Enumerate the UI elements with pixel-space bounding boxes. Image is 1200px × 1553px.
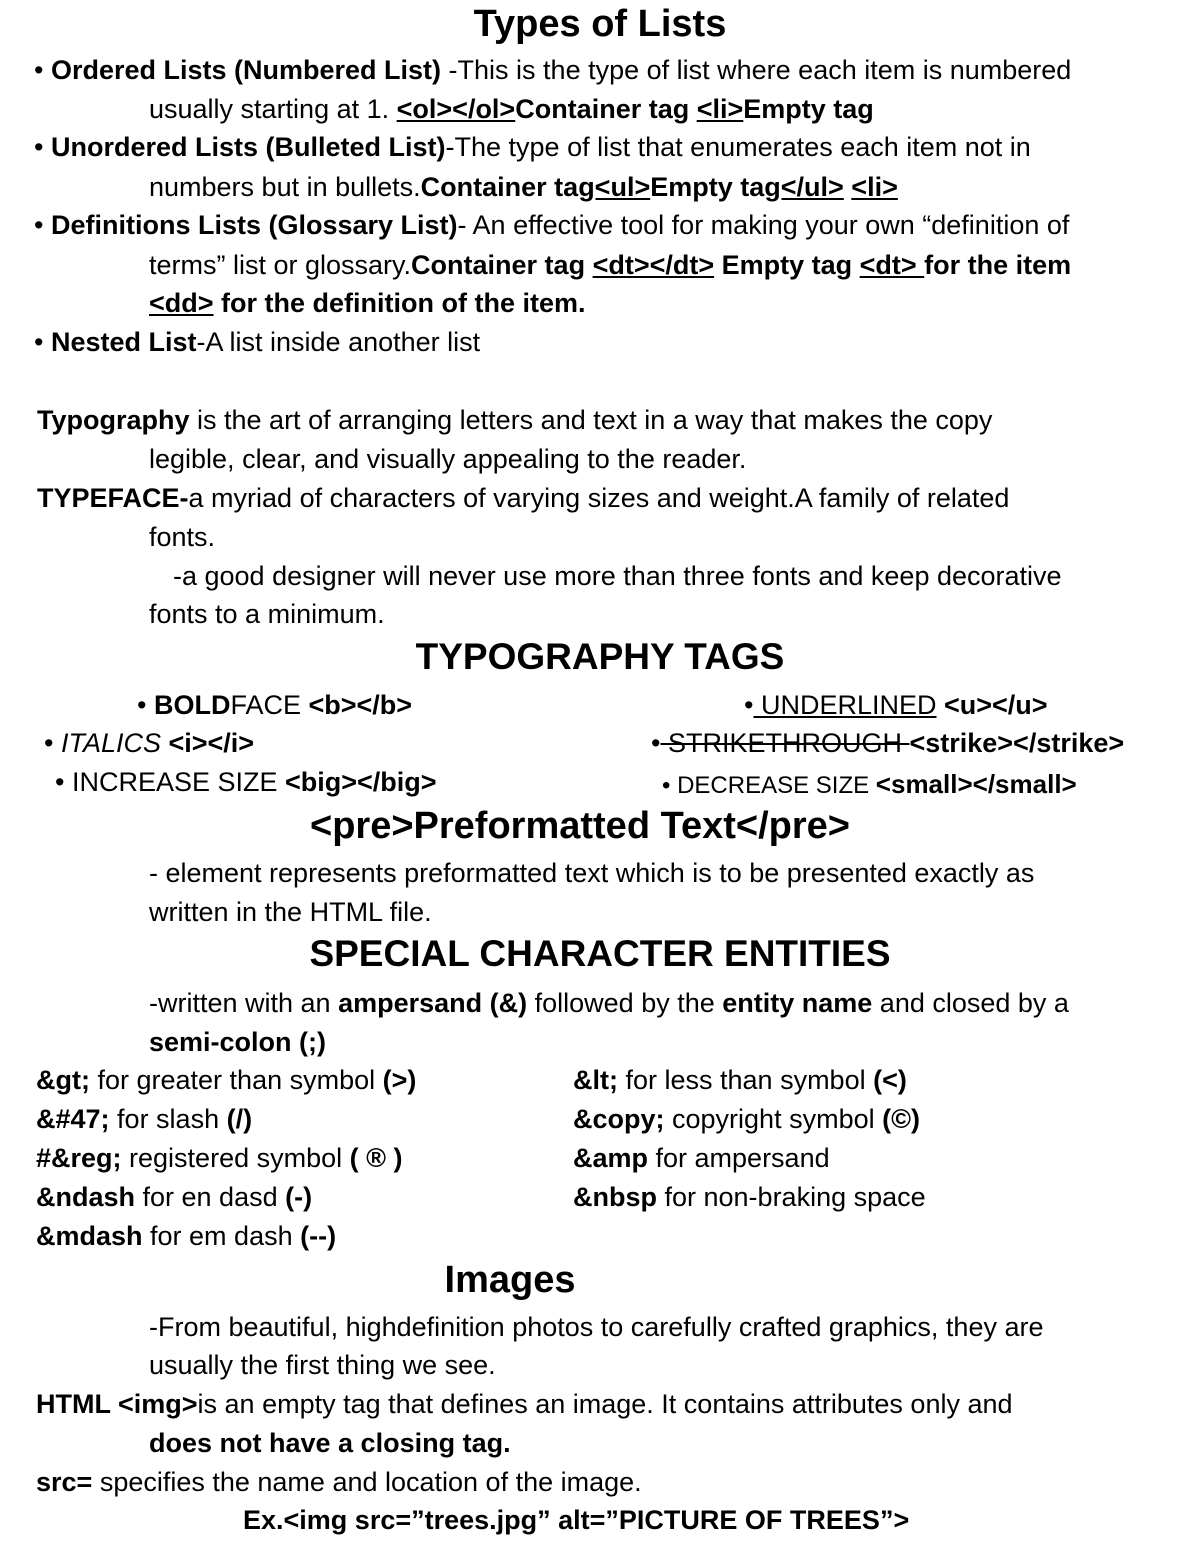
bullet: • (55, 767, 65, 797)
definitions-tag-dt-empty: <dt> (859, 250, 925, 280)
bullet: • (662, 772, 671, 799)
bullet: • (34, 55, 44, 85)
entity-desc: for greater than symbol (89, 1065, 383, 1095)
tag-increase (55, 769, 437, 796)
entity-row (36, 1106, 252, 1133)
entity-code: #&reg; (36, 1143, 122, 1173)
entities-intro-2: semi-colon (;) (149, 1027, 327, 1057)
entity-symbol: ( ® ) (349, 1143, 403, 1173)
unordered-line-1 (34, 134, 1031, 161)
ordered-desc-2: usually starting at 1. (149, 94, 397, 124)
tag-increase-a: INCREASE SIZE (64, 767, 286, 797)
definitions-label-empty: Empty tag (714, 250, 860, 280)
bullet: • (34, 132, 44, 162)
unordered-tag-ul: g<ul> (578, 172, 651, 202)
entity-desc: copyright symbol (664, 1104, 883, 1134)
entity-row (36, 1223, 336, 1250)
src-desc: specifies the name and location of the image. (92, 1467, 642, 1497)
definitions-desc-1: - An effective tool for making your own “definition of (457, 210, 1070, 240)
unordered-desc-2: numbers but in bullets. (149, 172, 421, 202)
entity-desc: registered symbol (121, 1143, 350, 1173)
entity-code: &#47; (36, 1104, 110, 1134)
entity-desc: for less than symbol (617, 1065, 874, 1095)
definitions-label-item: for the item (924, 250, 1072, 280)
ordered-tag-ol: <ol></ol> (396, 94, 516, 124)
typeface-line-3: -a good designer will never use more than three fonts and keep decorative (173, 561, 1062, 591)
typography-desc-1: is the art of arranging letters and text in a way that makes the copy (189, 405, 993, 435)
entity-symbol: (©) (882, 1104, 920, 1134)
bullet: • (44, 728, 54, 758)
entity-desc: for non-braking space (657, 1182, 926, 1212)
tag-bold (137, 692, 412, 719)
ordered-line-1 (34, 57, 1071, 84)
entities-intro-1: -written with an ampersand (&) followed by the entity name and closed by a (149, 988, 1069, 1018)
entity-code: &copy; (573, 1104, 665, 1134)
tag-strike (651, 730, 1124, 757)
unordered-label-empty: Empty ta (650, 172, 765, 202)
tag-decrease-code: <small></small> (875, 769, 1077, 799)
tag-bold-a: BOLD (153, 690, 231, 720)
images-desc-1: -From beautiful, highdefinition photos to carefully crafted graphics, they are (149, 1312, 1044, 1342)
entity-row (573, 1106, 920, 1133)
ordered-label-container: Container tag (515, 94, 697, 124)
ordered-desc-1: -This is the type of list where each item is numbered (441, 55, 1072, 85)
ordered-label-empty: Empty tag (743, 94, 874, 124)
bullet: • (34, 327, 44, 357)
img-line-2 (149, 1430, 511, 1457)
typography-line-2: legible, clear, and visually appealing to the reader. (149, 444, 747, 474)
unordered-tag-li: <li> (851, 172, 898, 202)
bullet: • (137, 690, 147, 720)
ordered-term: Ordered Lists (Numbered List) (50, 55, 442, 85)
bullet: • (744, 690, 754, 720)
entities-title: SPECIAL CHARACTER ENTITIES (309, 933, 891, 974)
pre-title: <pre>Preformatted Text</pre> (310, 805, 850, 847)
images-desc-2: usually the first thing we see. (149, 1350, 496, 1380)
tags-title: TYPOGRAPHY TAGS (415, 636, 785, 677)
typeface-line-4: fonts to a minimum. (149, 599, 385, 629)
tag-underlined (744, 692, 1048, 719)
typography-line-1 (37, 407, 992, 434)
entity-code: &gt; (36, 1065, 90, 1095)
entity-symbol: (<) (873, 1065, 907, 1095)
typography-term: Typography (37, 405, 190, 435)
tag-underlined-code: <u></u> (936, 690, 1048, 720)
unordered-tag-ul-close: g</ul> (764, 172, 844, 202)
src-line (36, 1469, 642, 1496)
typeface-desc-1: a myriad of characters of varying sizes and weight.A family of related (188, 483, 1010, 513)
definitions-label-container: Container tag (411, 250, 593, 280)
definitions-term: Definitions Lists (Glossary List) (50, 210, 458, 240)
entity-code: &amp (573, 1143, 649, 1173)
unordered-label-container: Container ta (420, 172, 579, 202)
img-term: HTML <img> (36, 1389, 198, 1419)
entity-desc: for ampersand (648, 1143, 830, 1173)
tag-italics (44, 730, 254, 757)
typeface-line-2: fonts. (149, 522, 216, 552)
entity-code: &lt; (573, 1065, 618, 1095)
ordered-line-2 (149, 96, 874, 123)
definitions-label-definition: for the definition of the item. (213, 288, 586, 318)
nested-desc: -A list inside another list (196, 327, 481, 357)
tag-increase-code: <big></big> (285, 767, 437, 797)
img-line-1 (36, 1391, 1013, 1418)
entity-row (573, 1067, 907, 1094)
tag-strike-a: STRIKETHROUGH (660, 728, 910, 758)
tag-decrease (662, 771, 1077, 798)
entity-desc: for slash (109, 1104, 227, 1134)
entity-row (573, 1145, 830, 1172)
unordered-desc-1: -The type of list that enumerates each item not in (445, 132, 1031, 162)
tag-strike-code: <strike></strike> (909, 728, 1125, 758)
tag-italics-code: <i></i> (161, 728, 255, 758)
tag-decrease-a: DECREASE SIZE (670, 772, 876, 799)
entity-desc: for en dasd (135, 1182, 286, 1212)
tag-bold-b: FACE (230, 690, 309, 720)
bullet: • (651, 728, 661, 758)
entity-code: &nbsp (573, 1182, 657, 1212)
definitions-line-2 (149, 252, 1071, 279)
tag-bold-code: <b></b> (308, 690, 413, 720)
entity-desc: for em dash (142, 1221, 301, 1251)
definitions-tag-dt: <dt></dt> (592, 250, 715, 280)
tag-italics-a: ITALICS (60, 728, 161, 758)
entity-symbol: (--) (300, 1221, 337, 1251)
entity-row (36, 1145, 403, 1172)
entity-symbol: (/) (226, 1104, 253, 1134)
definitions-tag-dd: <dd> (149, 288, 214, 318)
images-title: Images (444, 1259, 576, 1301)
typeface-line-1 (37, 485, 1009, 512)
img-example: Ex.<img src=”trees.jpg” alt=”PICTURE OF TREES”> (243, 1505, 910, 1535)
entity-code: &mdash (36, 1221, 143, 1251)
entity-row (573, 1184, 926, 1211)
tag-underlined-a: UNDERLINED (753, 690, 937, 720)
nested-term: Nested List (50, 327, 197, 357)
definitions-line-3 (149, 290, 586, 317)
entity-code: &ndash (36, 1182, 136, 1212)
pre-desc-1: - element represents preformatted text which is to be presented exactly as (149, 858, 1035, 888)
nested-line (34, 329, 480, 356)
pre-desc-2: written in the HTML file. (149, 897, 432, 927)
ordered-tag-li: <li> (696, 94, 744, 124)
img-desc-2: does not have a closing tag. (149, 1428, 511, 1458)
definitions-desc-2: terms” list or glossary. (149, 250, 412, 280)
unordered-line-2 (149, 174, 898, 201)
lists-title: Types of Lists (473, 3, 727, 45)
entity-symbol: (>) (382, 1065, 417, 1095)
src-term: src= (36, 1467, 93, 1497)
typeface-term: TYPEFACE- (37, 483, 189, 513)
definitions-line-1 (34, 212, 1069, 239)
bullet: • (34, 210, 44, 240)
entity-row (36, 1067, 416, 1094)
img-desc-1: is an empty tag that defines an image. It contains attributes only and (197, 1389, 1013, 1419)
unordered-term: Unordered Lists (Bulleted List) (50, 132, 446, 162)
entity-row (36, 1184, 312, 1211)
entity-symbol: (-) (285, 1182, 313, 1212)
